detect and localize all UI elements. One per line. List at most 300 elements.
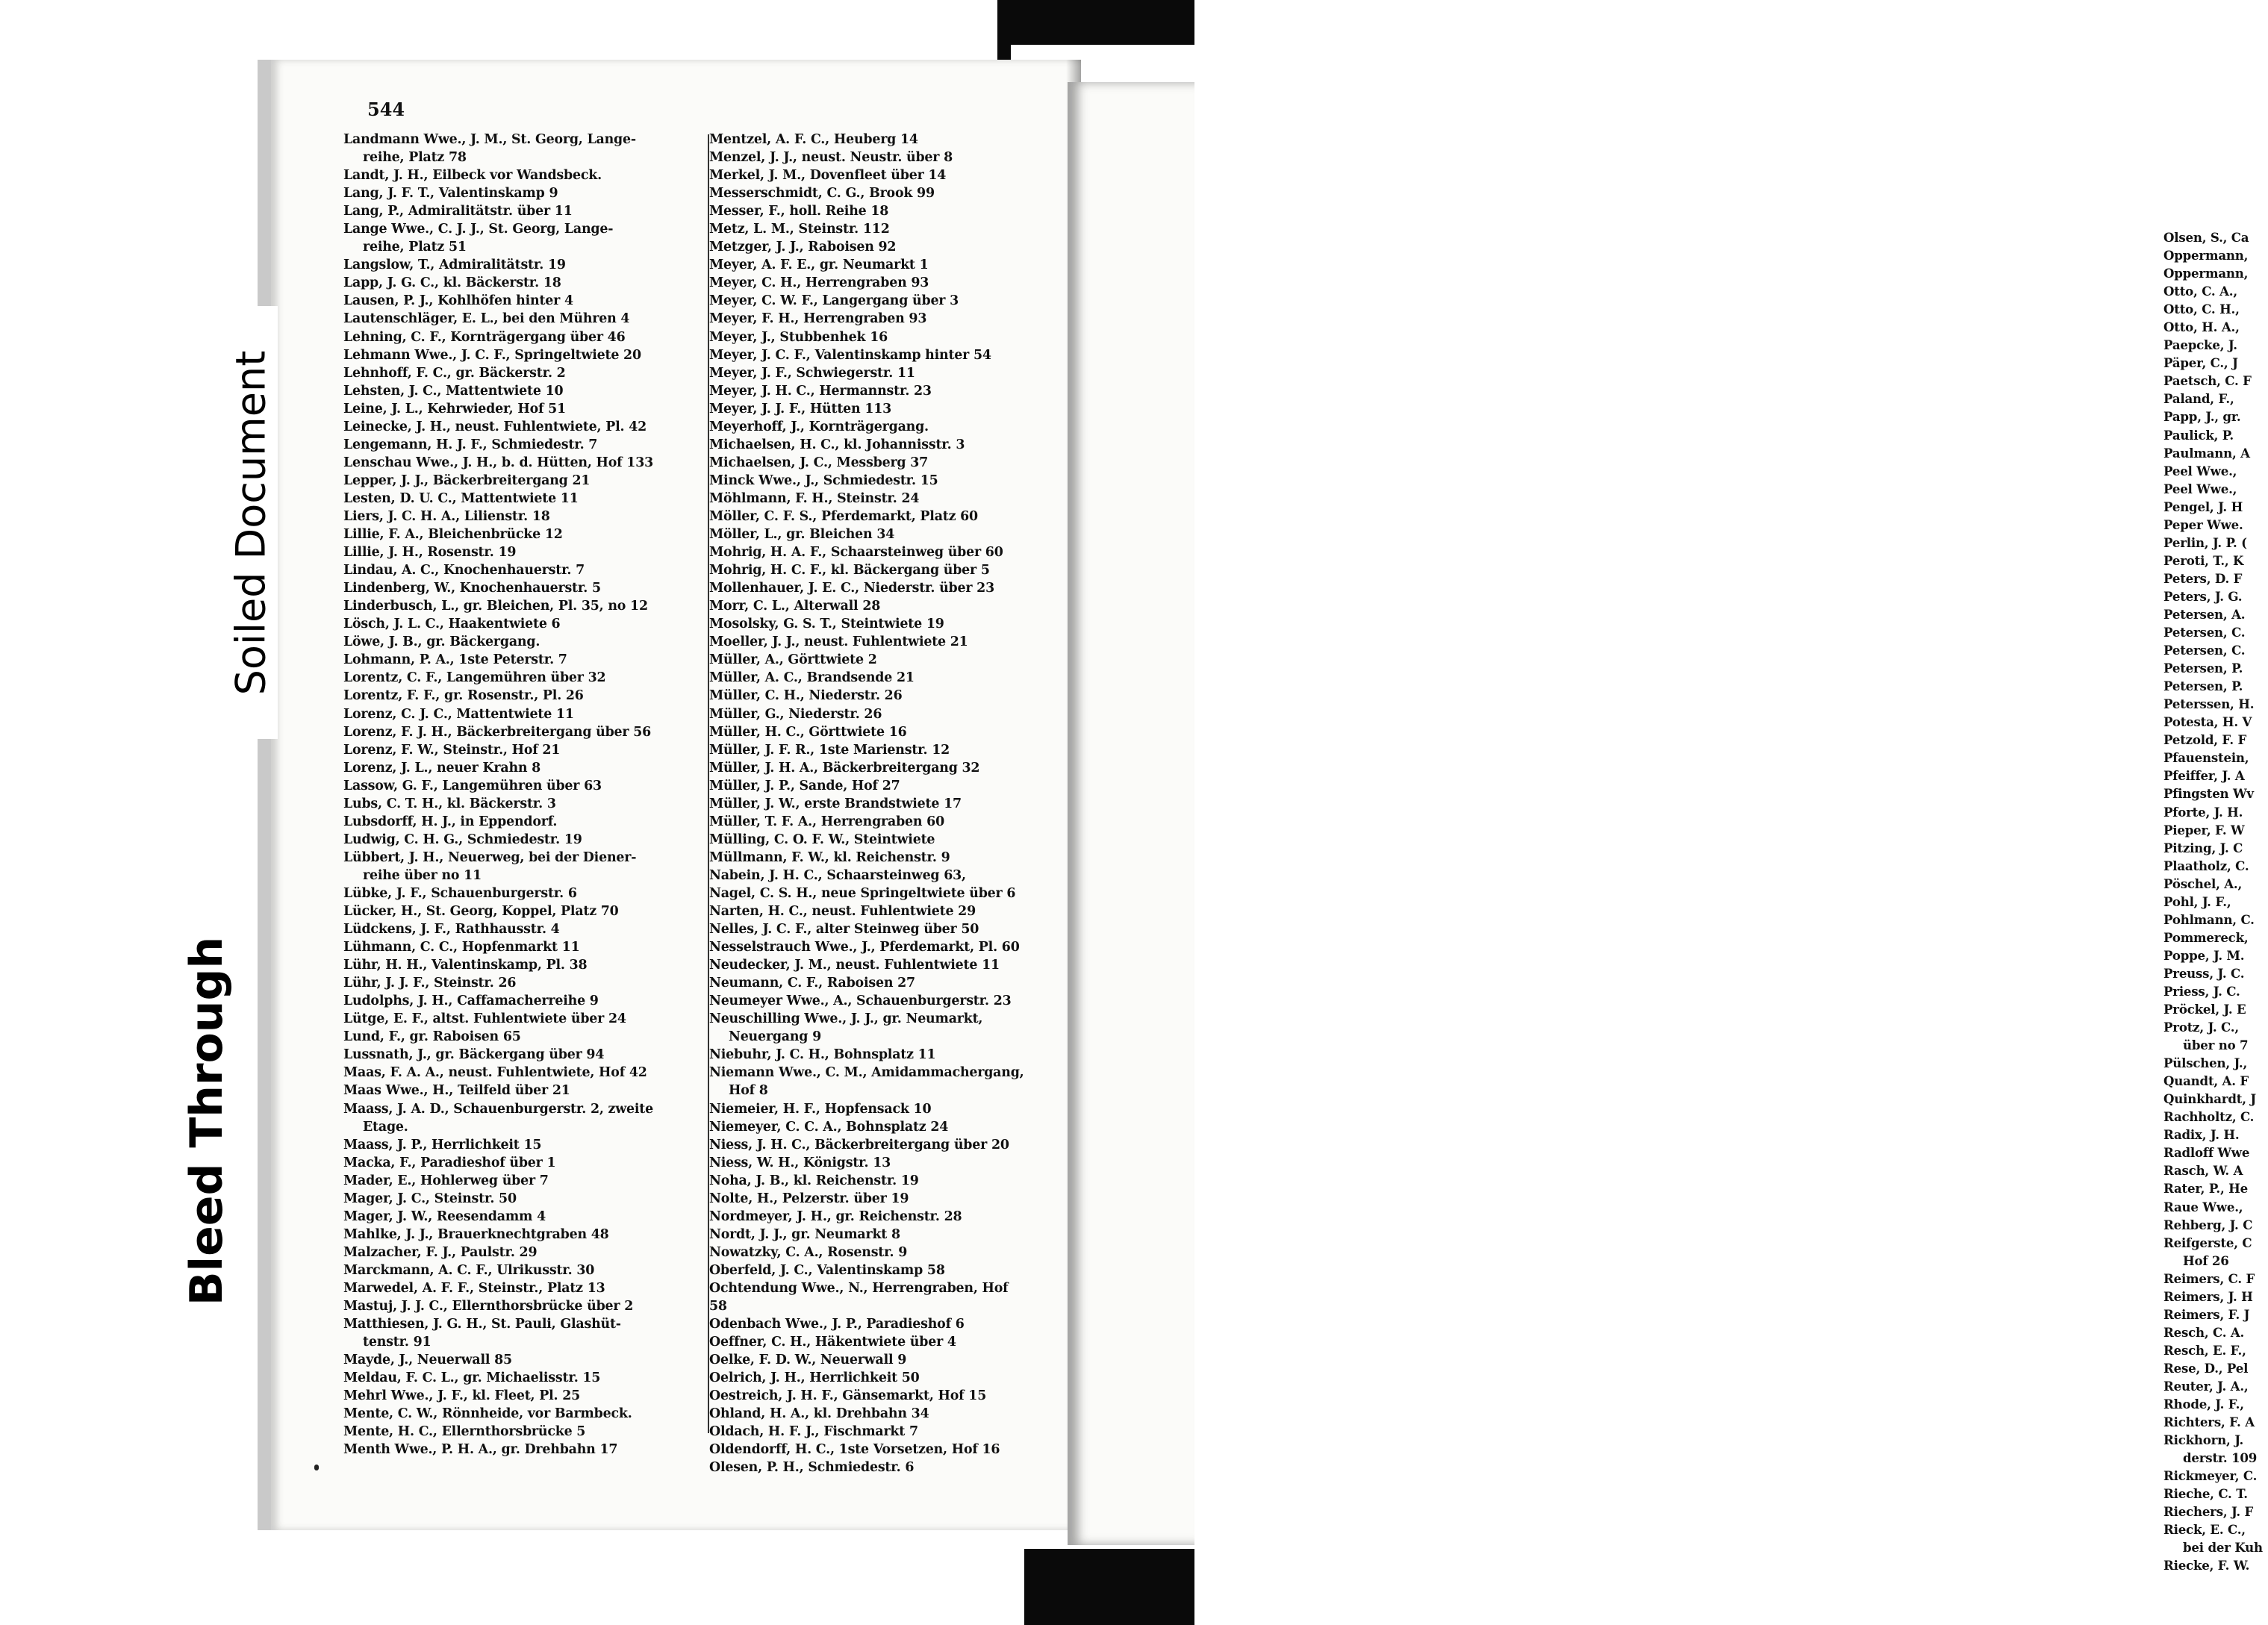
entry-line: Lautenschläger, E. L., bei den Mühren 4	[343, 311, 630, 327]
right-page	[1068, 82, 2263, 1573]
entry-line: Maas Wwe., H., Teilfeld über 21	[343, 1083, 570, 1099]
entry-line: Lübbert, J. H., Neuerweg, bei der Diener-	[343, 849, 637, 865]
entry-line: Meldau, F. C. L., gr. Michaelisstr. 15	[343, 1370, 601, 1386]
ink-speck	[314, 1465, 319, 1470]
soiled-document-text: Soiled Document	[227, 350, 275, 695]
entry-line: Lösch, J. L. C., Haakentwiete 6	[343, 617, 561, 632]
directory-entry	[709, 759, 1030, 777]
entry-continuation-line: reihe, Platz 51	[363, 240, 467, 255]
directory-entry	[709, 454, 1030, 472]
entry-line: Petersen, C.	[2163, 643, 2246, 658]
entry-line: Reimers, C. F	[2163, 1270, 2255, 1286]
entry-line: Olesen, P. H., Schmiedestr. 6	[709, 1460, 915, 1476]
directory-entry	[343, 849, 713, 885]
directory-entry	[2163, 803, 2268, 821]
entry-line: Resch, E. F.,	[2163, 1342, 2246, 1358]
directory-entry	[343, 256, 713, 274]
directory-entry	[2163, 372, 2268, 390]
directory-entry	[2163, 982, 2268, 1000]
directory-entry	[2163, 480, 2268, 498]
entry-line: Pohlmann, C.	[2163, 911, 2255, 927]
entry-line: Pöschel, A.,	[2163, 876, 2243, 891]
directory-entry	[2163, 516, 2268, 534]
entry-continuation-line: reihe, Platz 78	[363, 150, 467, 166]
entry-line: Menzel, J. J., neust. Neustr. über 8	[709, 150, 953, 166]
entry-line: Mahlke, J. J., Brauerknechtgraben 48	[343, 1226, 609, 1242]
directory-entry	[709, 1333, 1030, 1351]
entry-line: Lüdckens, J. F., Rathhausstr. 4	[343, 922, 560, 938]
entry-line: Resch, C. A.	[2163, 1324, 2245, 1340]
entry-line: Lepper, J. J., Bäckerbreitergang 21	[343, 472, 591, 488]
directory-entry	[709, 1046, 1030, 1064]
directory-entry	[343, 705, 713, 723]
entry-line: Rieche, C. T.	[2163, 1486, 2248, 1502]
entry-line: Oestreich, J. H. F., Gänsemarkt, Hof 15	[709, 1388, 987, 1404]
entry-line: Radix, J. H.	[2163, 1127, 2240, 1143]
directory-entry	[2163, 641, 2268, 659]
entry-line: Peroti, T., K	[2163, 552, 2244, 568]
directory-entry	[343, 741, 713, 759]
entry-line: Perlin, J. P. (	[2163, 534, 2247, 550]
directory-entry	[2163, 390, 2268, 408]
entry-line: Nabein, J. H. C., Schaarsteinweg 63,	[709, 867, 966, 883]
directory-entry	[343, 723, 713, 741]
directory-entry	[2163, 623, 2268, 641]
entry-line: Landmann Wwe., J. M., St. Georg, Lange-	[343, 132, 636, 147]
directory-entry	[709, 418, 1030, 436]
entry-line: Petersen, A.	[2163, 606, 2246, 622]
entry-line: Peel Wwe.,	[2163, 463, 2237, 478]
directory-entry	[709, 669, 1030, 687]
entry-line: Meyer, J., Stubbenhek 16	[709, 329, 888, 345]
directory-entry	[709, 597, 1030, 615]
directory-entry	[343, 974, 713, 992]
directory-entry	[709, 1369, 1030, 1387]
directory-entry	[2163, 1503, 2268, 1520]
entry-line: Quinkhardt, J	[2163, 1091, 2257, 1107]
entry-line: Mente, H. C., Ellernthorsbrücke 5	[343, 1424, 586, 1440]
directory-entry	[709, 561, 1030, 579]
directory-entry	[709, 1279, 1030, 1315]
entry-line: Petersen, P.	[2163, 679, 2243, 694]
entry-line: Niebuhr, J. C. H., Bohnsplatz 11	[709, 1047, 936, 1063]
directory-entry	[343, 1244, 713, 1261]
entry-line: Landt, J. H., Eilbeck vor Wandsbeck.	[343, 168, 602, 184]
entry-line: Richters, F. A	[2163, 1415, 2255, 1430]
entry-line: Neumeyer Wwe., A., Schauenburgerstr. 23	[709, 994, 1012, 1009]
directory-entry	[709, 1172, 1030, 1190]
entry-line: Müller, A., Görttwiete 2	[709, 652, 877, 668]
directory-entry	[709, 436, 1030, 454]
entry-line: Ochtendung Wwe., N., Herrengraben, Hof 58	[709, 1281, 1013, 1314]
directory-entry	[2163, 1395, 2268, 1413]
entry-line: Niess, W. H., Königstr. 13	[709, 1155, 891, 1170]
directory-entry	[709, 256, 1030, 274]
entry-line: Reimers, J. H	[2163, 1288, 2253, 1304]
entry-line: Peterssen, H.	[2163, 696, 2255, 712]
entry-line: Pforte, J. H.	[2163, 804, 2243, 820]
directory-entry	[2163, 1072, 2268, 1090]
directory-entry	[343, 938, 713, 956]
directory-entry	[2163, 1216, 2268, 1234]
directory-entry	[709, 1136, 1030, 1154]
directory-entry	[2163, 605, 2268, 623]
directory-entry	[709, 1154, 1030, 1172]
directory-entry	[709, 687, 1030, 705]
entry-continuation-line: Hof 26	[2183, 1253, 2229, 1268]
directory-entry	[343, 777, 713, 795]
entry-line: Moeller, J. J., neust. Fuhlentwiete 21	[709, 634, 968, 650]
directory-entry	[709, 795, 1030, 813]
directory-entry	[709, 831, 1030, 849]
entry-line: Lohmann, P. A., 1ste Peterstr. 7	[343, 652, 567, 668]
directory-entry	[709, 1208, 1030, 1226]
directory-entry	[709, 382, 1030, 400]
entry-line: Lengemann, H. J. F., Schmiedestr. 7	[343, 437, 598, 452]
entry-line: Pröckel, J. E	[2163, 1002, 2246, 1017]
directory-entry	[343, 131, 713, 166]
entry-line: Liers, J. C. H. A., Lilienstr. 18	[343, 508, 550, 524]
entry-line: Lapp, J. G. C., kl. Bäckerstr. 18	[343, 275, 561, 291]
entry-continuation-line: Etage.	[363, 1119, 408, 1135]
directory-entry	[2163, 821, 2268, 839]
entry-line: Müllmann, F. W., kl. Reichenstr. 9	[709, 849, 950, 865]
entry-line: Paepcke, J.	[2163, 337, 2237, 353]
directory-entry	[343, 202, 713, 220]
entry-line: Lesten, D. U. C., Mattentwiete 11	[343, 490, 579, 506]
entry-line: Langslow, T., Admiralitätstr. 19	[343, 258, 566, 273]
entry-line: Mentzel, A. F. C., Heuberg 14	[709, 132, 918, 147]
directory-entry	[2163, 1377, 2268, 1395]
entry-continuation-line: reihe über no 11	[363, 867, 482, 883]
entry-line: Malzacher, F. J., Paulstr. 29	[343, 1244, 538, 1260]
entry-line: Maas, F. A. A., neust. Fuhlentwiete, Hof 42	[343, 1065, 647, 1081]
entry-line: Linderbusch, L., gr. Bleichen, Pl. 35, no 12	[343, 599, 648, 614]
directory-entry	[709, 938, 1030, 956]
directory-entry	[2163, 1359, 2268, 1377]
entry-line: Nagel, C. S. H., neue Springeltwiete über 6	[709, 885, 1016, 901]
entry-line: Pfeiffer, J. A	[2163, 768, 2245, 784]
directory-entry	[343, 1351, 713, 1369]
directory-entry	[2163, 785, 2268, 802]
directory-entry	[2163, 1234, 2268, 1270]
directory-entry	[343, 1082, 713, 1100]
entry-line: Lehnhoff, F. C., gr. Bäckerstr. 2	[343, 365, 566, 381]
directory-entry	[2163, 749, 2268, 767]
directory-entry	[343, 1172, 713, 1190]
entry-line: Preuss, J. C.	[2163, 965, 2245, 981]
entry-line: Möller, L., gr. Bleichen 34	[709, 527, 895, 543]
directory-entry	[709, 813, 1030, 831]
directory-entry	[2163, 1485, 2268, 1503]
directory-entry	[2163, 408, 2268, 425]
entry-line: Lorentz, F. F., gr. Rosenstr., Pl. 26	[343, 688, 584, 704]
entry-continuation-line: Neuergang 9	[729, 1029, 822, 1045]
entry-line: Otto, C. A.,	[2163, 284, 2237, 299]
directory-entry	[709, 1387, 1030, 1405]
entry-line: Lühmann, C. C., Hopfenmarkt 11	[343, 940, 580, 955]
directory-entry	[709, 166, 1030, 184]
directory-entry	[2163, 354, 2268, 372]
bleed-through-text: Bleed Through	[181, 936, 234, 1306]
entry-line: Müller, T. F. A., Herrengraben 60	[709, 814, 944, 829]
directory-entry	[2163, 246, 2268, 264]
entry-line: Metz, L. M., Steinstr. 112	[709, 222, 890, 237]
entry-line: Mager, J. W., Reesendamm 4	[343, 1208, 546, 1224]
directory-entry	[709, 364, 1030, 382]
directory-entry	[2163, 228, 2268, 246]
directory-entry	[343, 1297, 713, 1315]
entry-line: Otto, H. A.,	[2163, 319, 2240, 335]
directory-entry	[709, 633, 1030, 651]
directory-entry	[709, 543, 1030, 561]
directory-entry	[709, 202, 1030, 220]
directory-entry	[709, 508, 1030, 525]
entry-line: Matthiesen, J. G. H., St. Pauli, Glashüt-	[343, 1317, 621, 1332]
directory-entry	[709, 1064, 1030, 1100]
entry-line: Neudecker, J. M., neust. Fuhlentwiete 11	[709, 958, 1000, 973]
directory-entry	[2163, 1144, 2268, 1161]
entry-line: Lindenberg, W., Knochenhauerstr. 5	[343, 581, 601, 596]
entry-line: Ludwig, C. H. G., Schmiedestr. 19	[343, 832, 582, 847]
entry-line: Oberfeld, J. C., Valentinskamp 58	[709, 1262, 945, 1278]
entry-line: Pitzing, J. C	[2163, 840, 2243, 855]
entry-line: Macka, F., Paradieshof über 1	[343, 1155, 556, 1170]
entry-line: Michaelsen, H. C., kl. Johannisstr. 3	[709, 437, 965, 452]
entry-line: Müller, G., Niederstr. 26	[709, 706, 882, 722]
directory-entry	[709, 1100, 1030, 1118]
entry-line: Möller, C. F. S., Pferdemarkt, Platz 60	[709, 508, 978, 524]
directory-entry	[343, 1405, 713, 1423]
entry-line: Niess, J. H. C., Bäckerbreitergang über 20	[709, 1137, 1009, 1153]
entry-line: Ohland, H. A., kl. Drehbahn 34	[709, 1406, 929, 1422]
entry-line: Lausen, P. J., Kohlhöfen hinter 4	[343, 293, 573, 309]
entry-line: Nordt, J. J., gr. Neumarkt 8	[709, 1226, 900, 1242]
entry-line: Löwe, J. B., gr. Bäckergang.	[343, 634, 540, 650]
directory-entry	[2163, 426, 2268, 444]
entry-line: Rehberg, J. C	[2163, 1217, 2253, 1232]
directory-entry	[343, 1064, 713, 1082]
entry-line: Michaelsen, J. C., Messberg 37	[709, 455, 929, 470]
entry-line: Pommereck,	[2163, 929, 2249, 945]
entry-line: Rachholtz, C.	[2163, 1109, 2255, 1125]
directory-entry	[2163, 1054, 2268, 1072]
directory-entry	[343, 292, 713, 310]
entry-line: Müller, J. P., Sande, Hof 27	[709, 778, 900, 793]
directory-entry	[709, 1118, 1030, 1136]
directory-entry	[2163, 318, 2268, 336]
directory-entry	[343, 382, 713, 400]
entry-line: Möhlmann, F. H., Steinstr. 24	[709, 490, 920, 506]
entry-line: Rickmeyer, C.	[2163, 1468, 2258, 1484]
entry-line: Oppermann,	[2163, 266, 2249, 281]
page-number: 544	[367, 99, 405, 120]
directory-entry	[709, 1315, 1030, 1333]
directory-entry	[709, 902, 1030, 920]
directory-entry	[709, 1441, 1030, 1459]
entry-line: Metzger, J. J., Raboisen 92	[709, 240, 897, 255]
entry-line: Lorentz, C. F., Langemühren über 32	[343, 670, 606, 686]
entry-line: Nordmeyer, J. H., gr. Reichenstr. 28	[709, 1208, 962, 1224]
directory-entry	[2163, 1413, 2268, 1431]
directory-entry	[343, 454, 713, 472]
entry-line: Paetsch, C. F	[2163, 373, 2252, 389]
entry-line: Lubsdorff, H. J., in Eppendorf.	[343, 814, 558, 829]
directory-entry	[2163, 1198, 2268, 1216]
entry-line: Olsen, S., Ca	[2163, 230, 2249, 245]
directory-entry	[709, 1351, 1030, 1369]
entry-line: Messerschmidt, C. G., Brook 99	[709, 186, 935, 202]
directory-entry	[709, 849, 1030, 867]
soiled-document-label	[224, 306, 278, 739]
directory-entry	[2163, 731, 2268, 749]
black-scan-border-bottom	[1024, 1549, 1194, 1625]
directory-entry	[2163, 498, 2268, 516]
entry-line: Neumann, C. F., Raboisen 27	[709, 976, 915, 991]
directory-entry	[343, 508, 713, 525]
entry-line: Merkel, J. M., Dovenfleet über 14	[709, 168, 947, 184]
entry-line: Mülling, C. O. F. W., Steintwiete	[709, 832, 935, 847]
directory-entry	[2163, 336, 2268, 354]
directory-entry	[343, 1369, 713, 1387]
directory-entry	[2163, 857, 2268, 875]
directory-entry	[343, 418, 713, 436]
directory-entry	[2163, 964, 2268, 982]
directory-entry	[2163, 1431, 2268, 1467]
directory-entry	[343, 1423, 713, 1441]
entry-line: Pengel, J. H	[2163, 499, 2243, 514]
directory-entry	[343, 579, 713, 597]
directory-entry	[343, 364, 713, 382]
entry-line: Lehmann Wwe., J. C. F., Springeltwiete 20	[343, 347, 641, 363]
directory-entry	[2163, 264, 2268, 282]
entry-line: Lange Wwe., C. J. J., St. Georg, Lange-	[343, 222, 614, 237]
entry-line: Mader, E., Hohlerweg über 7	[343, 1173, 549, 1188]
directory-entry	[2163, 1467, 2268, 1485]
entry-line: Minck Wwe., J., Schmiedestr. 15	[709, 472, 938, 488]
directory-entry	[343, 1279, 713, 1297]
entry-line: Lillie, F. A., Bleichenbrücke 12	[343, 527, 563, 543]
entry-line: Lassow, G. F., Langemühren über 63	[343, 778, 602, 793]
directory-entry	[2163, 1179, 2268, 1197]
directory-entry	[2163, 659, 2268, 677]
entry-line: Protz, J. C.,	[2163, 1020, 2239, 1035]
directory-entry	[709, 490, 1030, 508]
entry-line: Ludolphs, J. H., Caffamacherreihe 9	[343, 994, 599, 1009]
entry-line: Rickhorn, J.	[2163, 1432, 2244, 1448]
entry-line: Oldach, H. F. J., Fischmarkt 7	[709, 1424, 918, 1440]
directory-entry	[2163, 462, 2268, 480]
entry-line: Lütge, E. F., altst. Fuhlentwiete über 24	[343, 1011, 626, 1027]
directory-entry	[2163, 911, 2268, 929]
directory-column-1	[343, 131, 713, 1459]
entry-line: Peel Wwe.,	[2163, 481, 2237, 496]
directory-entry	[709, 525, 1030, 543]
entry-continuation-line: über no 7	[2183, 1038, 2249, 1053]
entry-line: Rasch, W. A	[2163, 1163, 2243, 1179]
entry-line: Maass, J. A. D., Schauenburgerstr. 2, zweite	[343, 1101, 653, 1117]
directory-entry	[343, 1046, 713, 1064]
directory-entry	[343, 759, 713, 777]
directory-entry	[709, 1190, 1030, 1208]
directory-entry	[2163, 1306, 2268, 1323]
entry-line: Reimers, F. J	[2163, 1306, 2250, 1322]
entry-line: Mohrig, H. A. F., Schaarsteinweg über 60	[709, 545, 1003, 561]
entry-line: Mosolsky, G. S. T., Steintwiete 19	[709, 617, 944, 632]
directory-entry	[343, 1010, 713, 1028]
directory-entry	[709, 741, 1030, 759]
directory-entry	[709, 992, 1030, 1010]
directory-entry	[343, 992, 713, 1010]
entry-line: Meyerhoff, J., Kornträgergang.	[709, 419, 929, 434]
directory-entry	[343, 1136, 713, 1154]
directory-entry	[343, 525, 713, 543]
entry-line: Leine, J. L., Kehrwieder, Hof 51	[343, 401, 566, 417]
entry-line: Petersen, P.	[2163, 661, 2243, 676]
entry-line: Lubs, C. T. H., kl. Bäckerstr. 3	[343, 796, 556, 811]
directory-entry	[343, 1100, 713, 1136]
entry-line: Lehning, C. F., Kornträgergang über 46	[343, 329, 626, 345]
entry-line: Oppermann,	[2163, 248, 2249, 263]
directory-entry	[2163, 1126, 2268, 1144]
directory-entry	[343, 490, 713, 508]
entry-line: Niemann Wwe., C. M., Amidammachergang,	[709, 1065, 1024, 1081]
entry-line: Peters, J. G.	[2163, 588, 2243, 604]
directory-entry	[343, 795, 713, 813]
directory-entry	[2163, 552, 2268, 570]
directory-entry	[709, 651, 1030, 669]
directory-entry	[343, 1315, 713, 1351]
directory-entry	[2163, 929, 2268, 946]
directory-entry	[2163, 839, 2268, 857]
directory-entry	[2163, 1556, 2268, 1574]
directory-entry	[343, 166, 713, 184]
entry-line: Lorenz, F. W., Steinstr., Hof 21	[343, 742, 561, 758]
entry-line: Meyer, J. F., Schwiegerstr. 11	[709, 365, 915, 381]
directory-entry	[343, 561, 713, 579]
directory-entry	[709, 149, 1030, 166]
entry-line: Maass, J. P., Herrlichkeit 15	[343, 1137, 542, 1153]
entry-line: Mastuj, J. J. C., Ellernthorsbrücke über 2	[343, 1299, 634, 1314]
entry-line: Meyer, J. C. F., Valentinskamp hinter 54	[709, 347, 991, 363]
entry-line: Nowatzky, C. A., Rosenstr. 9	[709, 1244, 908, 1260]
entry-line: Mollenhauer, J. E. C., Niederstr. über 23	[709, 581, 994, 596]
entry-continuation-line: Hof 8	[729, 1083, 768, 1099]
directory-entry	[709, 1459, 1030, 1476]
directory-entry	[2163, 1108, 2268, 1126]
directory-entry	[343, 1190, 713, 1208]
directory-entry	[343, 436, 713, 454]
entry-line: Pülschen, J.,	[2163, 1055, 2248, 1071]
directory-entry	[2163, 534, 2268, 552]
entry-line: Lübke, J. F., Schauenburgerstr. 6	[343, 885, 577, 901]
directory-entry	[709, 1010, 1030, 1046]
directory-entry	[343, 597, 713, 615]
entry-line: Pohl, J. F.,	[2163, 893, 2231, 909]
directory-entry	[343, 543, 713, 561]
entry-line: Reifgerste, C	[2163, 1235, 2252, 1250]
entry-line: Lillie, J. H., Rosenstr. 19	[343, 545, 517, 561]
entry-line: Nolte, H., Pelzerstr. über 19	[709, 1191, 909, 1206]
directory-entry	[709, 220, 1030, 238]
directory-column-2	[709, 131, 1030, 1476]
directory-entry	[343, 472, 713, 490]
entry-line: Pfingsten Wv	[2163, 786, 2254, 802]
entry-line: Riecke, F. W.	[2163, 1558, 2250, 1573]
directory-entry	[343, 220, 713, 256]
entry-line: Peters, D. F	[2163, 570, 2243, 586]
directory-entry	[2163, 282, 2268, 300]
